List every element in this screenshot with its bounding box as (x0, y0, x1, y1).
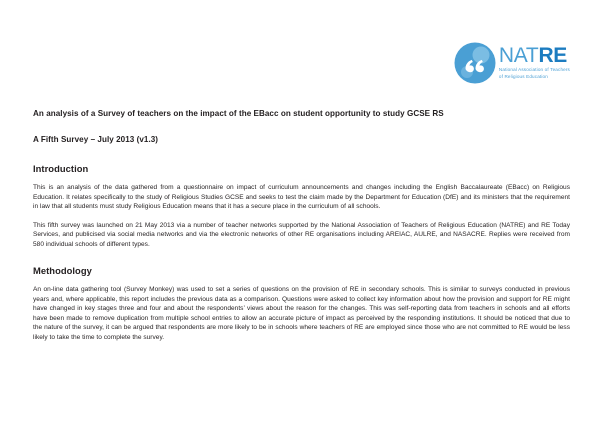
document-body (33, 108, 570, 342)
section-heading-introduction: Introduction (33, 163, 89, 174)
logo-tagline-line1: National Association of Teachers (498, 66, 570, 72)
wordmark-nat: NAT (498, 43, 539, 67)
natre-logo (454, 42, 570, 84)
natre-logo-text (498, 43, 570, 80)
methodology-paragraph-1: An on-line data gathering tool (Survey Monkey) was used to set a series of questions on the provision of RE in secondary schools. This is similar to surveys conducted in previous years and, where applicable, this report includes the previous data as a comparison. Questions were asked to collect key information about how the provision and support for RE might have changed in key stages three and four and about the respondents’ views about the reason for the changes. This was self-reporting data from teachers in schools and all efforts have been made to remove duplication from multiple school entries to allow an accurate picture of impact as perceived by the responding institutions. It should be noticed that due to the nature of the survey, it can be argued that respondents are more likely to be in schools where teachers of RE are employed since those who are not committed to RE would be less likely to take the time to complete the survey. (33, 286, 570, 341)
document-subtitle: A Fifth Survey – July 2013 (v1.3) (33, 135, 159, 144)
section-heading-methodology: Methodology (33, 265, 92, 276)
natre-wordmark (498, 43, 570, 67)
introduction-paragraph-2: This fifth survey was launched on 21 May 2013 via a number of teacher networks supported by the National Association of Teachers of Religious Education (NATRE) and RE Today Services, and publicised via social media networks and via the electronic networks of other RE organisations including AREIAC, AULRE, and NASACRE. Replies were received from 580 individual schools of different types. (33, 221, 570, 248)
introduction-paragraph-1: This is an analysis of the data gathered from a questionnaire on impact of curriculum announcements and changes including the English Baccalaureate (EBacc) on Religious Education. It relates specifically to the study of Religious Studies GCSE and seeks to test the claim made by the Department for Education (DfE) and its ministers that the requirement in law that all students must study Religious Education means that it has a secure place in the curriculum of all schools. (33, 184, 570, 210)
quotation-marks-in-circle-icon (454, 42, 496, 84)
wordmark-re: RE (538, 43, 568, 67)
logo-tagline-line2: of Religious Education (498, 73, 548, 79)
document-title: An analysis of a Survey of teachers on the impact of the EBacc on student opportunity to study GCSE RS (33, 109, 444, 118)
